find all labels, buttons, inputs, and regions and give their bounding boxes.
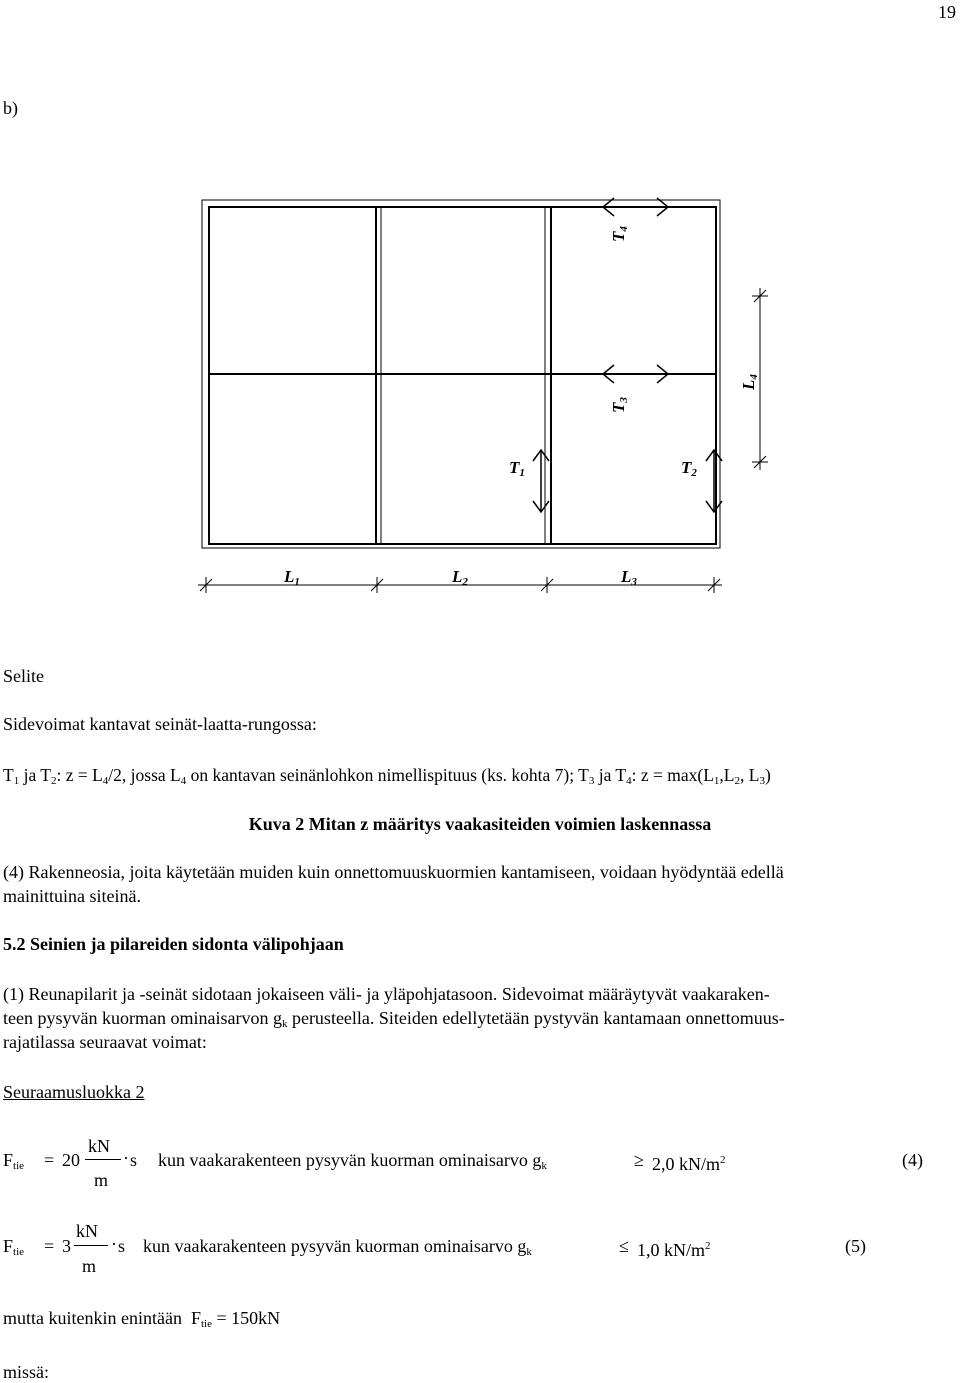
floor-plan-figure (0, 0, 960, 600)
section-heading-5-2: 5.2 Seinien ja pilareiden sidonta välipohjaan (3, 934, 344, 954)
t1-arrows (533, 450, 549, 512)
l2-label: L2 (452, 567, 468, 588)
t3-arrows (600, 365, 670, 383)
consequence-class-heading: Seuraamusluokka 2 (3, 1082, 145, 1102)
inner-frame (209, 207, 716, 544)
equation-4-number: (4) (902, 1150, 923, 1170)
t4-label: T4 (609, 226, 630, 242)
legend-line-1: Sidevoimat kantavat seinät-laatta-rungossa: (3, 714, 317, 734)
legend-title: Selite (3, 666, 44, 686)
where-label: missä: (3, 1362, 50, 1382)
paragraph-1-line-1: (1) Reunapilarit ja -seinät sidotaan jokaiseen väli- ja yläpohjatasoon. Sidevoimat määräytyvät vaakaraken- (3, 984, 770, 1004)
l1-label: L1 (284, 567, 300, 588)
t3-label: T3 (609, 397, 630, 413)
paragraph-1-line-2: teen pysyvän kuorman ominaisarvon $g_k$ perusteella. Siteiden edellytetään pystyvän kantamaan onnettomuus- (3, 1008, 785, 1030)
legend-line-2: $T_1$ ja $T_2$: $z = L_4/2$, jossa $L_4$ on kantavan seinänlohkon nimellispituus (ks. kohta 7); $T_3$ ja $T_4$: $z = \max(L_1,L_2$, $L_3$) (3, 765, 771, 787)
t2-label: T2 (681, 458, 697, 479)
t4-arrows (600, 198, 670, 216)
limit-line: mutta kuitenkin enintään $F_{tie} = 150kN$ (3, 1308, 281, 1330)
section-label: b) (3, 98, 18, 118)
l4-label: L4 (739, 374, 760, 390)
l3-label: L3 (621, 567, 637, 588)
t1-label: T1 (509, 458, 525, 479)
paragraph-4-line-2: mainittuina siteinä. (3, 886, 141, 906)
equation-5-number: (5) (845, 1236, 866, 1256)
page-number: 19 (938, 2, 956, 22)
figure-caption: Kuva 2 Mitan z määritys vaakasiteiden voimien laskennassa (248, 814, 712, 834)
paragraph-1-line-3: rajatilassa seuraavat voimat: (3, 1032, 207, 1052)
paragraph-4-line-1: (4) Rakenneosia, joita käytetään muiden kuin onnettomuuskuormien kantamiseen, voidaan hyödyntää edellä (3, 862, 784, 882)
